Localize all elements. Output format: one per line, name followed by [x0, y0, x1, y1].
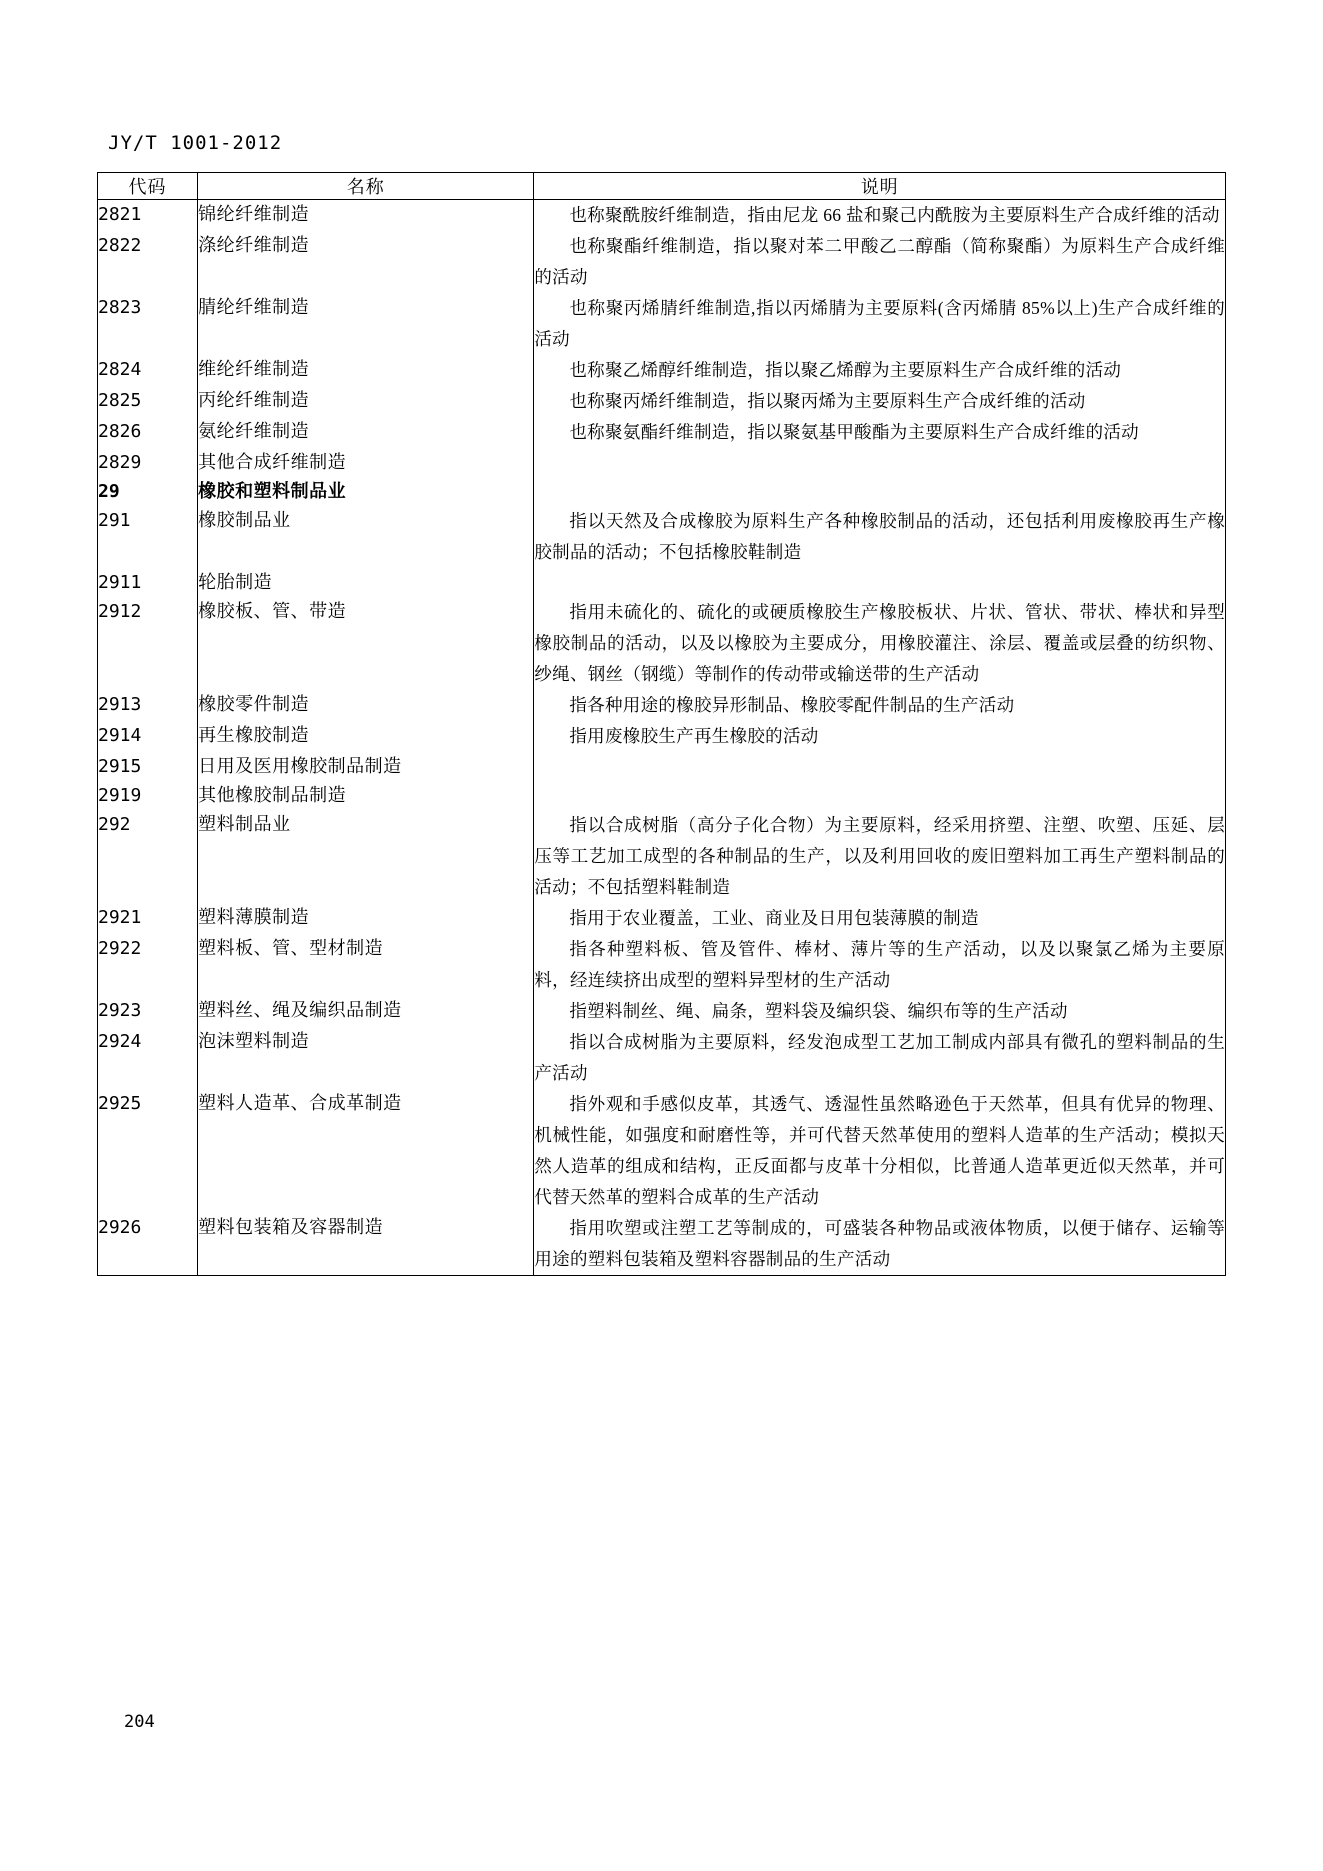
table-row — [98, 996, 1226, 1027]
cell-description-text: 也称聚丙烯腈纤维制造,指以丙烯腈为主要原料(含丙烯腈 85%以上)生产合成纤维的活动 — [534, 298, 1225, 349]
cell-name: 橡胶零件制造 — [198, 690, 534, 721]
cell-description — [534, 1213, 1226, 1276]
cell-name: 日用及医用橡胶制品制造 — [198, 752, 534, 781]
cell-description-text: 指用于农业覆盖，工业、商业及日用包装薄膜的制造 — [569, 908, 979, 928]
cell-name: 维纶纤维制造 — [198, 355, 534, 386]
cell-description — [534, 417, 1226, 448]
cell-description — [534, 355, 1226, 386]
cell-name: 塑料丝、绳及编织品制造 — [198, 996, 534, 1027]
cell-name: 再生橡胶制造 — [198, 721, 534, 752]
cell-description-text: 指各种用途的橡胶异形制品、橡胶零配件制品的生产活动 — [569, 695, 1015, 715]
cell-description — [534, 721, 1226, 752]
cell-name: 塑料包装箱及容器制造 — [198, 1213, 534, 1276]
cell-description-text: 指用未硫化的、硫化的或硬质橡胶生产橡胶板状、片状、管状、带状、棒状和异型橡胶制品的活动，以及以橡胶为主要成分，用橡胶灌注、涂层、覆盖或层叠的纺织物、纱绳、钢丝（钢缆）等制作的传动带或输送带的生产活动 — [534, 602, 1225, 684]
cell-description — [534, 568, 1226, 597]
cell-description — [534, 293, 1226, 355]
cell-name: 氨纶纤维制造 — [198, 417, 534, 448]
cell-name: 其他橡胶制品制造 — [198, 781, 534, 810]
cell-description — [534, 781, 1226, 810]
cell-code: 2922 — [98, 934, 198, 996]
table-row — [98, 934, 1226, 996]
table-row — [98, 752, 1226, 781]
cell-description-text: 指以天然及合成橡胶为原料生产各种橡胶制品的活动，还包括利用废橡胶再生产橡胶制品的活动；不包括橡胶鞋制造 — [534, 511, 1225, 562]
classification-table-wrapper — [97, 172, 1226, 1276]
cell-description-text: 指用吹塑或注塑工艺等制成的，可盛装各种物品或液体物质，以便于储存、运输等用途的塑料包装箱及塑料容器制品的生产活动 — [534, 1218, 1225, 1269]
cell-code: 2825 — [98, 386, 198, 417]
cell-name: 丙纶纤维制造 — [198, 386, 534, 417]
cell-code: 2824 — [98, 355, 198, 386]
column-header-name: 名称 — [198, 173, 534, 200]
column-header-desc: 说明 — [534, 173, 1226, 200]
cell-code: 2915 — [98, 752, 198, 781]
table-row — [98, 200, 1226, 232]
column-header-code: 代码 — [98, 173, 198, 200]
cell-description — [534, 1027, 1226, 1089]
table-row — [98, 293, 1226, 355]
table-row — [98, 690, 1226, 721]
cell-description — [534, 934, 1226, 996]
cell-description — [534, 690, 1226, 721]
cell-name: 腈纶纤维制造 — [198, 293, 534, 355]
table-row — [98, 1027, 1226, 1089]
table-row — [98, 810, 1226, 903]
cell-name: 塑料板、管、型材制造 — [198, 934, 534, 996]
table-row — [98, 568, 1226, 597]
cell-code: 2924 — [98, 1027, 198, 1089]
cell-code: 2919 — [98, 781, 198, 810]
cell-description-text: 也称聚氨酯纤维制造，指以聚氨基甲酸酯为主要原料生产合成纤维的活动 — [569, 422, 1139, 442]
cell-name: 橡胶和塑料制品业 — [198, 477, 534, 506]
cell-description — [534, 1089, 1226, 1213]
table-row — [98, 1213, 1226, 1276]
cell-description — [534, 996, 1226, 1027]
cell-description — [534, 477, 1226, 506]
cell-code: 291 — [98, 506, 198, 568]
cell-description-text: 指以合成树脂（高分子化合物）为主要原料，经采用挤塑、注塑、吹塑、压延、层压等工艺加工成型的各种制品的生产，以及利用回收的废旧塑料加工再生产塑料制品的活动；不包括塑料鞋制造 — [534, 815, 1225, 897]
cell-code: 2826 — [98, 417, 198, 448]
cell-description — [534, 231, 1226, 293]
cell-name: 塑料薄膜制造 — [198, 903, 534, 934]
cell-description — [534, 752, 1226, 781]
cell-description-text: 指以合成树脂为主要原料，经发泡成型工艺加工制成内部具有微孔的塑料制品的生产活动 — [534, 1032, 1225, 1083]
table-row — [98, 355, 1226, 386]
cell-code: 2914 — [98, 721, 198, 752]
cell-name: 橡胶制品业 — [198, 506, 534, 568]
cell-description-text: 指各种塑料板、管及管件、棒材、薄片等的生产活动，以及以聚氯乙烯为主要原料，经连续挤出成型的塑料异型材的生产活动 — [534, 939, 1225, 990]
cell-code: 292 — [98, 810, 198, 903]
cell-description — [534, 597, 1226, 690]
cell-code: 2823 — [98, 293, 198, 355]
cell-code: 2829 — [98, 448, 198, 477]
cell-name: 涤纶纤维制造 — [198, 231, 534, 293]
cell-name: 塑料人造革、合成革制造 — [198, 1089, 534, 1213]
table-row — [98, 903, 1226, 934]
cell-name: 橡胶板、管、带造 — [198, 597, 534, 690]
table-row — [98, 781, 1226, 810]
table-row — [98, 477, 1226, 506]
table-row — [98, 721, 1226, 752]
classification-table — [97, 172, 1226, 1276]
document-header: JY/T 1001-2012 — [108, 132, 283, 154]
cell-description — [534, 810, 1226, 903]
cell-description-text: 也称聚乙烯醇纤维制造，指以聚乙烯醇为主要原料生产合成纤维的活动 — [569, 360, 1122, 380]
table-row — [98, 506, 1226, 568]
cell-description — [534, 506, 1226, 568]
cell-name: 泡沫塑料制造 — [198, 1027, 534, 1089]
table-body — [98, 173, 1226, 1276]
cell-code: 2923 — [98, 996, 198, 1027]
cell-description-text: 指塑料制丝、绳、扁条，塑料袋及编织袋、编织布等的生产活动 — [569, 1001, 1068, 1021]
cell-code: 2821 — [98, 200, 198, 232]
cell-code: 2921 — [98, 903, 198, 934]
cell-name: 轮胎制造 — [198, 568, 534, 597]
cell-description — [534, 448, 1226, 477]
cell-name: 锦纶纤维制造 — [198, 200, 534, 232]
cell-code: 2911 — [98, 568, 198, 597]
cell-code: 2926 — [98, 1213, 198, 1276]
cell-description-text: 也称聚酯纤维制造，指以聚对苯二甲酸乙二醇酯（简称聚酯）为原料生产合成纤维的活动 — [534, 236, 1225, 287]
cell-name: 塑料制品业 — [198, 810, 534, 903]
cell-description-text: 也称聚丙烯纤维制造，指以聚丙烯为主要原料生产合成纤维的活动 — [569, 391, 1086, 411]
table-row — [98, 597, 1226, 690]
cell-name: 其他合成纤维制造 — [198, 448, 534, 477]
cell-code: 2925 — [98, 1089, 198, 1213]
cell-code: 2913 — [98, 690, 198, 721]
cell-description-text: 也称聚酰胺纤维制造，指由尼龙 66 盐和聚己内酰胺为主要原料生产合成纤维的活动 — [569, 205, 1220, 225]
cell-code: 2822 — [98, 231, 198, 293]
table-header-row — [98, 173, 1226, 200]
page-number: 204 — [124, 1712, 155, 1732]
table-row — [98, 386, 1226, 417]
table-row — [98, 448, 1226, 477]
cell-description-text: 指用废橡胶生产再生橡胶的活动 — [569, 726, 819, 746]
cell-description — [534, 903, 1226, 934]
table-row — [98, 417, 1226, 448]
cell-code: 29 — [98, 477, 198, 506]
cell-code: 2912 — [98, 597, 198, 690]
table-row — [98, 231, 1226, 293]
table-row — [98, 1089, 1226, 1213]
cell-description-text: 指外观和手感似皮革，其透气、透湿性虽然略逊色于天然革，但具有优异的物理、机械性能，如强度和耐磨性等，并可代替天然革使用的塑料人造革的生产活动；模拟天然人造革的组成和结构，正反面都与皮革十分相似，比普通人造革更近似天然革，并可代替天然革的塑料合成革的生产活动 — [534, 1094, 1225, 1207]
cell-description — [534, 386, 1226, 417]
cell-description — [534, 200, 1226, 232]
